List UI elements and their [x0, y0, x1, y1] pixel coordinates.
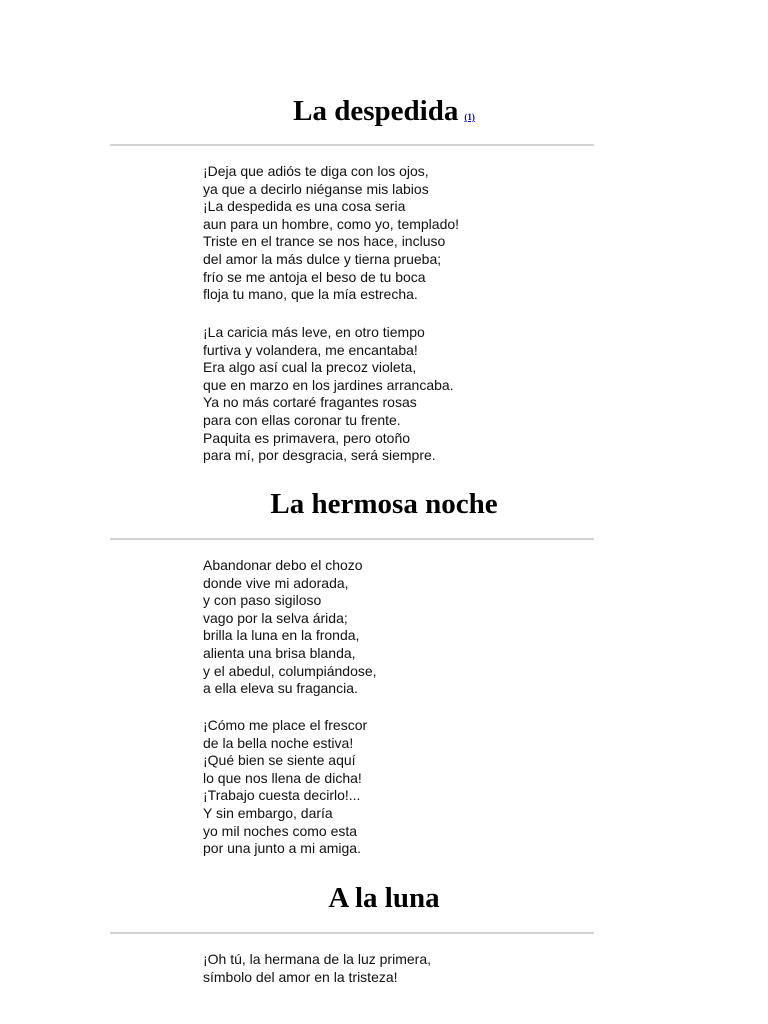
- poem-line: furtiva y volandera, me encantaba!: [203, 341, 418, 358]
- poem-title-text: A la luna: [328, 882, 440, 914]
- poem-line: ya que a decirlo niéganse mis labios: [203, 180, 429, 197]
- poem-line: aun para un hombre, como yo, templado!: [203, 215, 460, 232]
- poem-line: Abandonar debo el chozo: [203, 557, 363, 573]
- stanza-2: [203, 324, 454, 465]
- poem-line: yo mil noches como esta: [203, 822, 358, 839]
- poem-line: vago por la selva árida;: [203, 609, 348, 626]
- footnote-link[interactable]: (1): [464, 112, 475, 122]
- stanza-2: [203, 717, 367, 858]
- poem-line: Triste en el trance se nos hace, incluso: [203, 233, 446, 250]
- poem-line: por una junto a mi amiga.: [203, 840, 361, 857]
- poem-line: Ya no más cortaré fragantes rosas: [203, 394, 417, 411]
- poem-line: lo que nos llena de dicha!: [203, 769, 362, 786]
- stanza-1: [203, 557, 377, 698]
- poem-line: a ella eleva su fragancia.: [203, 680, 358, 697]
- poem-line: y con paso sigiloso: [203, 592, 322, 609]
- poem-line: que en marzo en los jardines arrancaba.: [203, 376, 454, 393]
- poem-title-la-despedida: [0, 94, 768, 134]
- stanza-1: [203, 163, 459, 304]
- poem-line: y el abedul, columpiándose,: [203, 662, 377, 679]
- poem-line: ¡Trabajo cuesta decirlo!...: [203, 787, 361, 804]
- poem-line: ¡Oh tú, la hermana de la luz primera,: [203, 951, 431, 967]
- poem-title-la-hermosa-noche: [0, 487, 768, 521]
- poem-line: símbolo del amor en la tristeza!: [203, 968, 398, 985]
- poem-line: brilla la luna en la fronda,: [203, 627, 360, 644]
- poem-line: Paquita es primavera, pero otoño: [203, 429, 411, 446]
- poem-line: ¡La caricia más leve, en otro tiempo: [203, 324, 425, 340]
- poem-line: para mí, por desgracia, será siempre.: [203, 447, 436, 464]
- horizontal-rule: [110, 144, 594, 146]
- poem-line: ¡Deja que adiós te diga con los ojos,: [203, 163, 429, 179]
- poem-line: para con ellas coronar tu frente.: [203, 411, 401, 428]
- poem-title-text: La despedida: [293, 95, 459, 127]
- horizontal-rule: [110, 932, 594, 934]
- poem-line: ¡Cómo me place el frescor: [203, 717, 368, 733]
- poem-title-a-la-luna: [0, 881, 768, 915]
- poem-line: donde vive mi adorada,: [203, 574, 349, 591]
- poem-line: ¡La despedida es una cosa seria: [203, 198, 406, 215]
- poem-line: del amor la más dulce y tierna prueba;: [203, 250, 442, 267]
- poem-title-text: La hermosa noche: [270, 488, 498, 520]
- poem-line: frío se me antoja el beso de tu boca: [203, 268, 426, 285]
- horizontal-rule: [110, 538, 594, 540]
- poem-line: ¡Qué bien se siente aquí: [203, 752, 356, 769]
- stanza-1: [203, 951, 431, 986]
- poem-line: floja tu mano, que la mía estrecha.: [203, 286, 418, 303]
- poem-line: alienta una brisa blanda,: [203, 644, 356, 661]
- poem-line: Y sin embargo, daría: [203, 804, 333, 821]
- poem-line: Era algo así cual la precoz violeta,: [203, 359, 417, 376]
- poem-line: de la bella noche estiva!: [203, 734, 354, 751]
